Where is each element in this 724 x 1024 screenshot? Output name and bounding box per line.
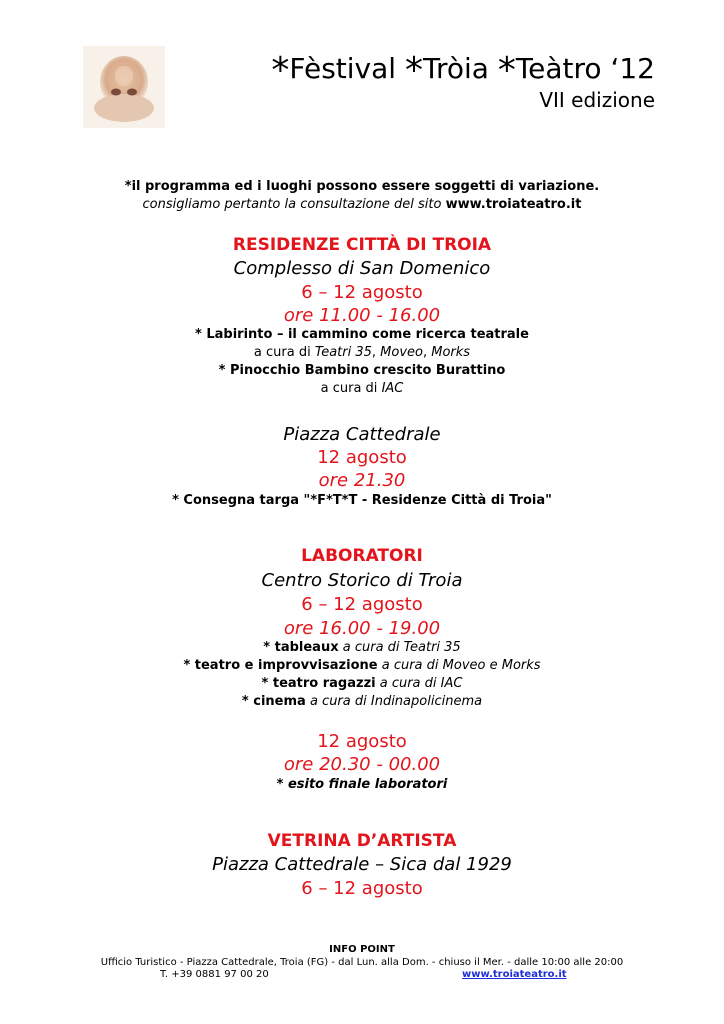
credit-moveo: Moveo [380, 345, 423, 360]
date-range: 6 – 12 agosto [301, 282, 423, 303]
venue-piazza-cattedrale: Piazza Cattedrale [283, 424, 441, 445]
variation-notice: *il programma ed i luoghi possono essere soggetti di variazione. [124, 179, 600, 194]
event-pinocchio: * Pinocchio Bambino crescito Burattino [218, 363, 506, 378]
festival-logo-nose [83, 46, 165, 128]
credit-prefix: a cura di [253, 345, 315, 360]
credit-prefix: a cura di [320, 381, 382, 396]
lab-credit: a cura di Indinapolicinema [305, 694, 483, 709]
lab-title: * teatro e improvvisazione [183, 658, 378, 673]
time-single: ore 21.30 [318, 470, 406, 491]
credit-pinocchio [0, 381, 724, 396]
footer-office-hours: Ufficio Turistico - Piazza Cattedrale, Troia (FG) - dal Lun. alla Dom. - chiuso il Mer. - dalle 10:00 alle 20:00 [100, 957, 624, 968]
lab-title: * teatro ragazzi [261, 676, 376, 691]
venue-piazza-sica: Piazza Cattedrale – Sica dal 1929 [212, 854, 512, 875]
credit-separator: , [371, 345, 381, 360]
title-part-festival: Fèstival [289, 52, 405, 85]
date-range: 6 – 12 agosto [301, 594, 423, 615]
star-icon: * [271, 50, 290, 91]
date-single: 12 agosto [317, 447, 407, 468]
credit-morks: Morks [431, 345, 471, 360]
section-heading-vetrina: VETRINA D’ARTISTA [267, 831, 457, 851]
lab-credit: a cura di Moveo e Morks [377, 658, 541, 673]
star-icon: * [404, 50, 423, 91]
lab-credit: a cura di Teatri 35 [338, 640, 461, 655]
lab-tableaux [0, 640, 724, 655]
credit-separator: , [422, 345, 432, 360]
footer-phone: T. +39 0881 97 00 20 [160, 969, 269, 980]
venue-centro-storico: Centro Storico di Troia [261, 570, 463, 591]
time-range: ore 20.30 - 00.00 [283, 754, 441, 775]
title-part-troia: Tròia [422, 52, 498, 85]
lab-title: * tableaux [263, 640, 339, 655]
credit-teatri35: Teatri 35 [314, 345, 372, 360]
date-single: 12 agosto [317, 731, 407, 752]
edition-label: VII edizione [539, 88, 655, 112]
festival-title [271, 50, 655, 91]
event-labirinto: * Labirinto – il cammino come ricerca teatrale [195, 327, 529, 342]
website-advice [0, 197, 724, 212]
section-heading-laboratori: LABORATORI [301, 546, 423, 566]
time-range: ore 16.00 - 19.00 [283, 618, 441, 639]
nose-icon [83, 46, 165, 128]
lab-cinema [0, 694, 724, 709]
event-esito-finale: * esito finale laboratori [276, 777, 448, 792]
footer-info-point-title: INFO POINT [329, 944, 395, 955]
footer-website-link[interactable]: www.troiateatro.it [462, 969, 567, 980]
lab-teatro-ragazzi [0, 676, 724, 691]
section-heading-residenze: RESIDENZE CITTÀ DI TROIA [232, 235, 492, 255]
website-advice-link[interactable]: www.troiateatro.it [445, 197, 582, 212]
title-part-teatro: Teàtro ‘12 [515, 52, 655, 85]
credit-labirinto [0, 345, 724, 360]
time-range: ore 11.00 - 16.00 [283, 305, 441, 326]
event-consegna-targa: * Consegna targa "*F*T*T - Residenze Città di Troia" [172, 493, 552, 508]
lab-teatro-improvvisazione [0, 658, 724, 673]
lab-credit: a cura di IAC [375, 676, 463, 691]
date-range: 6 – 12 agosto [301, 878, 423, 899]
lab-title: * cinema [241, 694, 306, 709]
venue-san-domenico: Complesso di San Domenico [233, 258, 491, 279]
website-advice-text: consigliamo pertanto la consultazione del sito [142, 197, 446, 212]
credit-iac: IAC [381, 381, 404, 396]
star-icon: * [497, 50, 516, 91]
